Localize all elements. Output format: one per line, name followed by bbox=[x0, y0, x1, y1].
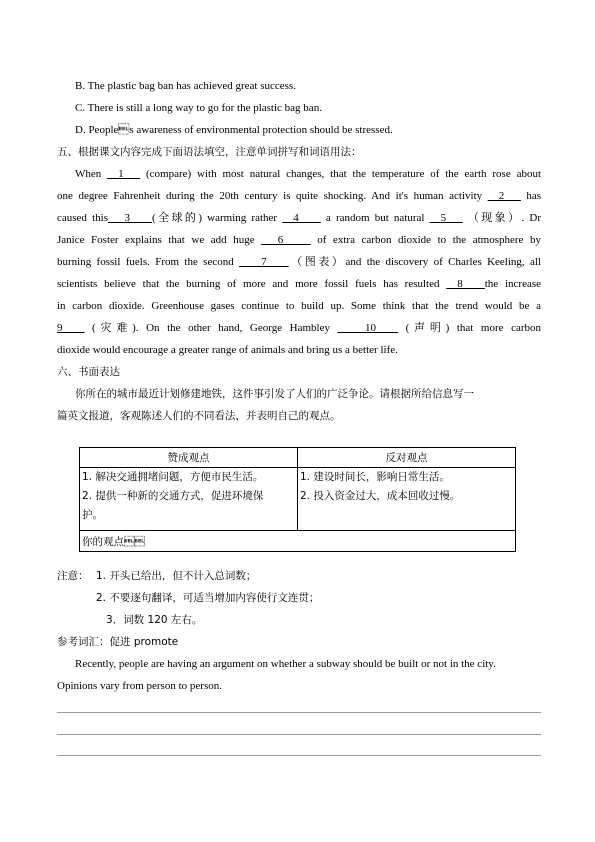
text-run: one degree Fahrenheit during the 20th century is quite shocking. And it's human activity bbox=[57, 190, 488, 202]
cloze-line-4 bbox=[57, 234, 541, 247]
note-label: 注意： bbox=[57, 570, 89, 582]
own-view-cell: 你的观点 bbox=[80, 531, 516, 552]
text-run: (全球的) warming rather bbox=[152, 212, 283, 224]
text-run: (声明) that more carbon bbox=[398, 322, 542, 334]
pro-point-2-cont: 护。 bbox=[82, 509, 103, 521]
section6-heading: 六、书面表达 bbox=[57, 366, 120, 378]
text-run: a random but natural bbox=[320, 212, 430, 224]
text-run: （现象）. Dr bbox=[462, 212, 542, 224]
section5-heading: 五、根据课文内容完成下面语法填空，注意单词拼写和词语用法： bbox=[57, 146, 362, 158]
pro-point-1: 1. 解决交通拥堵问题，方便市民生活。 bbox=[82, 471, 264, 483]
note-3: 3．词数 120 左右。 bbox=[106, 614, 203, 626]
cloze-line-6 bbox=[57, 278, 541, 291]
text-run: has bbox=[520, 190, 541, 202]
text-run: of extra carbon dioxide to the atmosphere by bbox=[310, 234, 541, 246]
blank-8[interactable]: __8____ bbox=[446, 278, 485, 290]
blank-1[interactable]: __1___ bbox=[107, 168, 141, 180]
pro-cell bbox=[80, 468, 298, 531]
essay-start-line-2: Opinions vary from person to person. bbox=[57, 680, 222, 692]
blank-6[interactable]: ___6_____ bbox=[261, 234, 311, 246]
blank-2[interactable]: __2___ bbox=[487, 190, 521, 202]
blank-3[interactable]: ___3____ bbox=[108, 212, 152, 224]
option-c: C. There is still a long way to go for the plastic bag ban. bbox=[75, 102, 322, 114]
text-run: burning fossil fuels. From the second bbox=[57, 256, 240, 268]
cloze-line-1 bbox=[75, 168, 541, 181]
essay-start-line-1: Recently, people are having an argument on whether a subway should be built or not in the city. bbox=[75, 658, 496, 670]
opinion-table bbox=[79, 447, 516, 552]
cloze-line-2 bbox=[57, 190, 541, 203]
cloze-line-9: dioxide would encourage a greater range of animals and bring us a better life. bbox=[57, 344, 398, 356]
cloze-line-5 bbox=[57, 256, 541, 269]
writing-line[interactable] bbox=[57, 734, 541, 735]
pro-point-2: 2. 提供一种新的交通方式，促进环境保 bbox=[82, 490, 264, 502]
text-run: the increase bbox=[484, 278, 541, 290]
prompt-line-1: 你所在的城市最近计划修建地铁，这件事引发了人们的广泛争论。请根据所给信息写一 bbox=[75, 388, 474, 400]
writing-line[interactable] bbox=[57, 755, 541, 756]
con-point-1: 1. 建设时间长，影响日常生活。 bbox=[300, 471, 450, 483]
con-header: 反对观点 bbox=[298, 448, 516, 468]
writing-line[interactable] bbox=[57, 712, 541, 713]
text-run: (compare) with most natural changes, that the temperature of the earth rose about bbox=[140, 168, 542, 180]
note-2: 2. 不要逐句翻译，可适当增加内容使行文连贯； bbox=[96, 592, 320, 604]
con-cell bbox=[298, 468, 516, 531]
blank-9[interactable]: 9____ bbox=[57, 322, 85, 334]
text-run: Janice Foster explains that we add huge bbox=[57, 234, 262, 246]
text-run: When bbox=[75, 168, 108, 180]
text-run: caused this bbox=[57, 212, 108, 224]
blank-7[interactable]: ____7____ bbox=[239, 256, 289, 268]
text-run: (灾难). On the other hand, George Hambley bbox=[84, 322, 338, 334]
cloze-line-8 bbox=[57, 322, 541, 335]
blank-10[interactable]: _____10____ bbox=[337, 322, 399, 334]
prompt-line-2: 篇英文报道，客观陈述人们的不同看法，并表明自己的观点。 bbox=[57, 410, 341, 422]
note-1: 1. 开头已给出，但不计入总词数； bbox=[96, 570, 257, 582]
option-d: D. Peoples awareness of environmental protection should be stressed. bbox=[75, 124, 393, 136]
blank-5[interactable]: __5___ bbox=[429, 212, 463, 224]
pro-header: 赞成观点 bbox=[80, 448, 298, 468]
vocab-hint: 参考词汇：促进 promote bbox=[57, 636, 179, 648]
option-b: B. The plastic bag ban has achieved great success. bbox=[75, 80, 296, 92]
cloze-line-7: in carbon dioxide. Greenhouse gases continue to build up. Some think that the trend would be a bbox=[57, 300, 541, 312]
cloze-line-3 bbox=[57, 212, 541, 225]
blank-4[interactable]: __4____ bbox=[282, 212, 321, 224]
con-point-2: 2. 投入资金过大，成本回收过慢。 bbox=[300, 490, 461, 502]
text-run: scientists believe that the burning of more and more fossil fuels has resulted bbox=[57, 278, 447, 290]
text-run: （图表）and the discovery of Charles Keeling, all bbox=[288, 256, 541, 268]
